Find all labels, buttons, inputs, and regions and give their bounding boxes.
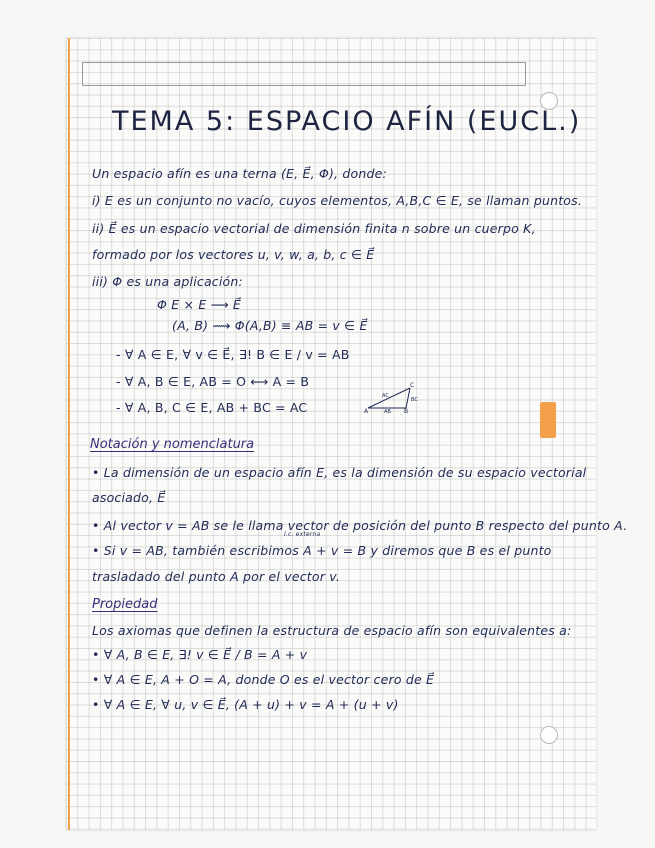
small-note: l.c. externa	[284, 531, 321, 538]
page-margin-line	[68, 38, 70, 830]
item-ii-a: ii) E⃗ es un espacio vectorial de dimensión finita n sobre un cuerpo K,	[92, 221, 536, 236]
triangle-diagram	[362, 380, 422, 414]
binder-hole-bottom	[540, 726, 558, 744]
notation-heading: Notación y nomenclatura	[90, 437, 255, 452]
triangle-label-b: B	[404, 408, 409, 414]
notation-line-2: • Al vector v = AB se le llama vector de posición del punto B respecto del punto A.	[92, 518, 628, 533]
triangle-label-a: A	[364, 408, 369, 414]
property-line-2: • ∀ A, B ∈ E, ∃! v ∈ E⃗ / B = A + v	[92, 647, 308, 662]
page-tab	[540, 402, 556, 438]
triangle-side-ac	[368, 388, 410, 408]
triangle-label-c: C	[410, 382, 415, 389]
triangle-side-bc	[406, 388, 410, 408]
property-line-3: • ∀ A ∈ E, A + O = A, donde O es el vector cero de E⃗	[92, 672, 435, 687]
axiom-2: - ∀ A, B ∈ E, AB = O ⟷ A = B	[116, 374, 310, 389]
page-title: TEMA 5: ESPACIO AFÍN (EUCL.)	[112, 106, 582, 137]
property-heading: Propiedad	[92, 597, 158, 612]
item-ii-b: formado por los vectores u, v, w, a, b, c ∈ E⃗	[92, 247, 375, 262]
map-line-1: Φ E × E ⟶ E⃗	[157, 297, 241, 312]
item-iii: iii) Φ es una aplicación:	[92, 274, 243, 289]
triangle-label-ab: AB	[384, 409, 391, 414]
axiom-3: - ∀ A, B, C ∈ E, AB + BC = AC	[116, 400, 308, 415]
notation-line-3b: trasladado del punto A por el vector v.	[92, 569, 340, 584]
triangle-label-ac: AC	[382, 393, 389, 399]
notation-line-3a: • Si v = AB, también escribimos A + v = B y diremos que B es el punto	[92, 543, 552, 558]
axiom-1: - ∀ A ∈ E, ∀ v ∈ E⃗, ∃! B ∈ E / v = AB	[116, 347, 350, 362]
header-box	[82, 62, 526, 86]
intro-line: Un espacio afín es una terna (E, E⃗, Φ), donde:	[92, 166, 387, 181]
map-line-2: (A, B) ⟿ Φ(A,B) ≡ AB = v ∈ E⃗	[172, 318, 368, 333]
property-line-1: Los axiomas que definen la estructura de espacio afín son equivalentes a:	[92, 623, 572, 638]
property-line-4: • ∀ A ∈ E, ∀ u, v ∈ E⃗, (A + u) + v = A + (u + v)	[92, 697, 399, 712]
notation-line-1a: • La dimensión de un espacio afín E, es la dimensión de su espacio vectorial	[92, 465, 587, 480]
notation-line-1b: asociado, E⃗	[92, 490, 166, 505]
item-i: i) E es un conjunto no vacío, cuyos elementos, A,B,C ∈ E, se llaman puntos.	[92, 193, 583, 208]
triangle-label-bc: BC	[411, 397, 418, 403]
